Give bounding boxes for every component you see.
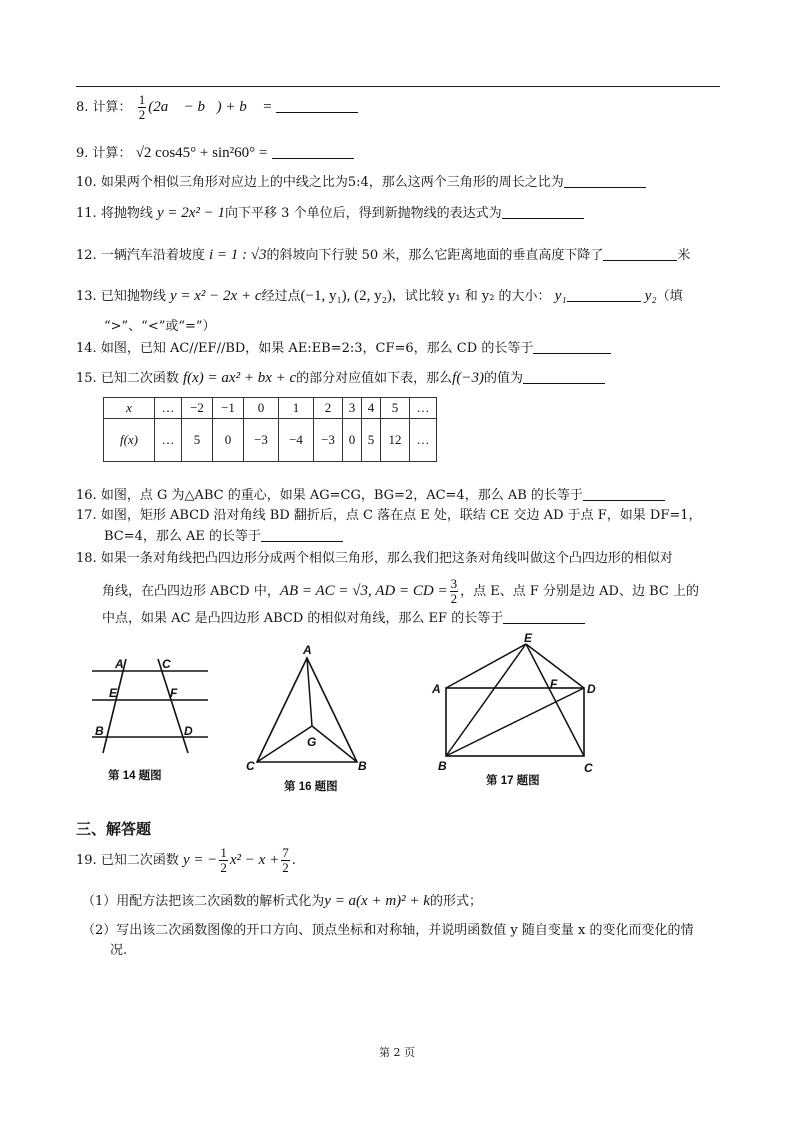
math-expression: (2a⃗ − b⃗) + b⃗ = [148,99,273,115]
table-cell: 1 [279,398,314,419]
math-expression: i = 1 : √3 [208,247,267,263]
table-row [104,398,437,419]
math-end: . [291,853,296,868]
table-cell: … [155,419,182,462]
fraction-half: $\frac{1}{2}$ [138,92,146,122]
segment-eb [446,644,526,756]
table-cell: 3 [343,398,362,419]
question-text: 中点，如果 AC 是凸四边形 ABCD 的相似对角线，那么 EF 的长等于 [102,611,504,626]
question-16 [76,487,720,505]
math-expression: f(x) = ax² + bx + c [182,370,297,386]
table-cell: … [410,398,437,419]
question-text: “>”、“<”或“=”） [104,319,216,334]
label-c: C [584,761,593,775]
diagonal-bd [446,688,584,756]
fraction-denominator: 2 [282,860,289,875]
question-19 [76,846,720,875]
question-text: 如果两个相似三角形对应边上的中线之比为5:4，那么这两个三角形的周长之比为 [100,175,564,190]
question-number: 13. [76,289,97,304]
question-number: 10. [76,175,97,190]
table-cell: −3 [244,419,279,462]
table-head-fx: f(x) [104,419,155,462]
fraction-denominator: 2 [450,591,458,606]
math-expression: f(−3) [452,370,484,386]
fraction-numerator: 1 [220,845,227,860]
math-y1: y₁ [554,288,567,304]
label-e: E [109,686,118,700]
label-d: D [587,682,596,696]
answer-blank[interactable] [603,247,677,261]
question-lead: 将抛物线 [100,206,153,221]
question-number: 19. [76,853,97,868]
question-13 [76,287,720,306]
answer-blank[interactable] [503,610,585,624]
answer-blank[interactable] [502,205,584,219]
question-tail: 的斜坡向下行驶 50 米，那么它距离地面的垂直高度下降了 [266,248,604,263]
table-cell: 4 [362,398,381,419]
question-text: （1）用配方法把该二次函数的解析式化为 [82,894,325,909]
math-points: (−1, y₁), (2, y₂) [300,288,392,304]
question-mid: 的部分对应值如下表，那么 [296,371,453,386]
question-text: 的形式； [429,894,482,909]
label-d: D [184,724,193,738]
question-text: 如图，矩形 ABCD 沿对角线 BD 翻折后，点 C 落在点 E 处，联结 CE 交边 AD 于点 F，如果 DF=1， [100,508,702,523]
math-expression: y = x² − 2x + c [169,288,262,304]
question-tail: 向下平移 3 个单位后，得到新抛物线的表达式为 [225,206,502,221]
answer-blank[interactable] [583,487,665,501]
question-tail: 的值为 [483,371,523,386]
math-expression: AB = AC = √3, AD = CD = [279,583,448,599]
question-10 [76,174,720,192]
figure-14 [88,655,218,785]
question-number: 18. [76,551,97,566]
question-number: 15. [76,371,97,386]
table-cell: −4 [279,419,314,462]
question-lead: 计算： [92,146,132,161]
label-f: F [550,677,558,691]
question-19-part-1 [82,892,726,911]
fraction-numerator: 3 [450,576,458,591]
segment-ec [526,644,584,756]
question-17 [76,507,720,525]
table-head-x: x [104,398,155,419]
math-expression: x² − x + [229,852,280,868]
table-cell: 0 [343,419,362,462]
table-cell: 5 [362,419,381,462]
label-a: A [115,657,124,671]
question-8 [76,93,720,122]
answer-blank[interactable] [533,340,611,354]
fraction [219,846,228,875]
question-number: 14. [76,341,97,356]
question-text: 角线，在凸四边形 ABCD 中， [102,584,280,599]
label-f: F [170,686,178,700]
label-a: A [432,682,441,696]
label-b: B [438,759,447,773]
label-c: C [246,759,255,773]
question-18-line3 [102,610,746,628]
question-number: 8. [76,100,89,115]
table-cell: … [155,398,182,419]
question-18-line2 [102,577,746,606]
question-text: 如图，点 G 为△ABC 的重心，如果 AG=CG，BG=2，AC=4，那么 AB 的长等于 [100,488,583,503]
table-cell: 0 [213,419,244,462]
table-cell: −3 [314,419,343,462]
question-15 [76,369,720,388]
table-cell: 5 [182,419,213,462]
math-expression: y = a(x + m)² + k [324,893,430,909]
fraction-denominator: 2 [220,860,227,875]
answer-blank[interactable] [261,528,343,542]
question-lead: 计算： [92,100,132,115]
question-number: 16. [76,488,97,503]
unit-label: 米 [677,248,691,263]
label-b: B [358,759,367,773]
label-e: E [524,631,533,645]
figure-caption: 第 17 题图 [486,775,540,787]
question-14 [76,340,720,358]
question-number: 12. [76,248,97,263]
question-text: （2）写出该二次函数图像的开口方向、顶点坐标和对称轴，并说明函数值 y 随自变量 x 的变化而变化的情 [82,923,694,938]
answer-blank[interactable] [567,288,641,302]
question-17-line2 [104,528,748,546]
fraction [450,577,459,606]
figure-16 [240,640,375,795]
question-tail: ，试比较 y₁ 和 y₂ 的大小： [391,289,551,304]
question-12 [76,246,720,265]
question-19-part-2-line2 [110,942,754,960]
table-cell: 0 [244,398,279,419]
label-b: B [95,724,104,738]
section-heading: 三、解答题 [76,820,152,838]
question-9 [76,144,720,163]
answer-blank[interactable] [272,145,354,159]
question-13-line2 [104,318,748,336]
math-expression: y = − [182,852,218,868]
table-cell: 2 [314,398,343,419]
header-rule [76,86,720,87]
fraction-numerator: 7 [282,845,289,860]
label-a: A [303,643,312,657]
table-cell: −2 [182,398,213,419]
question-text: BC=4，那么 AE 的长等于 [104,529,262,544]
question-mid: 经过点 [261,289,301,304]
transversal-ab [103,659,126,753]
question-text: 如果一条对角线把凸四边形分成两个相似三角形，那么我们把这条对角线叫做这个凸四边形的相似对 [100,551,673,566]
page-footer: 第 2 页 [379,1046,415,1059]
figure-caption: 第 16 题图 [284,781,338,793]
segment-ae [446,644,526,688]
table-cell: 12 [381,419,410,462]
answer-blank[interactable] [276,99,358,113]
question-lead: 已知抛物线 [100,289,166,304]
answer-blank[interactable] [523,370,605,384]
question-text: ，点 E、点 F 分别是边 AD、边 BC 上的 [460,584,699,599]
question-lead: 已知二次函数 [100,371,179,386]
label-c: C [162,657,171,671]
figure-caption: 第 14 题图 [108,770,162,782]
question-number: 9. [76,146,89,161]
transversal-cd [158,659,188,753]
label-g: G [307,735,317,749]
table-cell: … [410,419,437,462]
math-y2: y₂ [644,288,657,304]
value-table [103,397,437,462]
math-expression: √2 cos45° + sin²60° = [135,145,268,161]
table-row [104,419,437,462]
fraction [281,846,290,875]
figure-17 [420,630,615,792]
segment-bg [312,726,357,762]
question-19-part-2 [82,922,726,940]
question-18 [76,550,720,568]
math-expression: y = 2x² − 1 [156,205,226,221]
question-number: 11. [76,206,97,221]
question-text: 况. [110,943,128,958]
table-cell: −1 [213,398,244,419]
question-number: 17. [76,508,97,523]
question-lead: 已知二次函数 [100,853,179,868]
table-cell: 5 [381,398,410,419]
answer-blank[interactable] [564,174,646,188]
question-11 [76,204,720,223]
question-fill-note: （填 [656,289,683,304]
question-text: 如图，已知 AC//EF//BD，如果 AE:EB=2:3，CF=6，那么 CD 的长等于 [100,341,534,356]
question-lead: 一辆汽车沿着坡度 [100,248,205,263]
